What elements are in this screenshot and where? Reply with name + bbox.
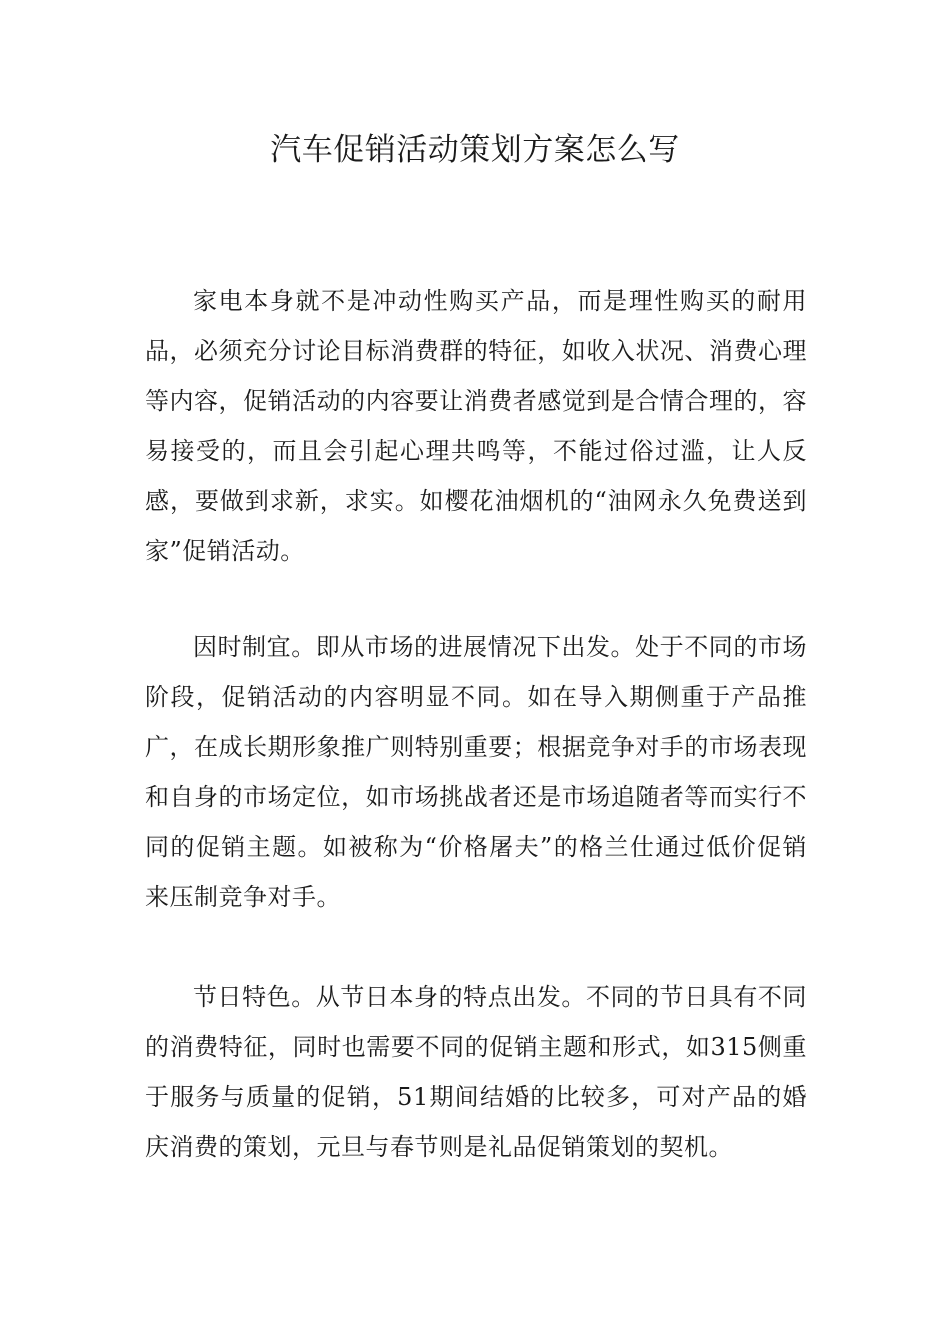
paragraph-holiday-features: 节日特色。从节日本身的特点出发。不同的节日具有不同的消费特征，同时也需要不同的促销主题和形式，如315侧重于服务与质量的促销，51期间结婚的比较多，可对产品的婚庆消费的策划，元旦与春节则是礼品促销策划的契机。 (145, 983, 807, 1161)
paragraph-market-timing: 因时制宜。即从市场的进展情况下出发。处于不同的市场阶段，促销活动的内容明显不同。如在导入期侧重于产品推广，在成长期形象推广则特别重要；根据竞争对手的市场表现和自身的市场定位，如市场挑战者还是市场追随者等而实行不同的促销主题。如被称为“价格屠夫”的格兰仕通过低价促销来压制竞争对手。 (145, 633, 807, 911)
document-title: 汽车促销活动策划方案怎么写 (270, 132, 680, 168)
paragraph-consumer-analysis: 家电本身就不是冲动性购买产品，而是理性购买的耐用品，必须充分讨论目标消费群的特征，如收入状况、消费心理等内容，促销活动的内容要让消费者感觉到是合情合理的，容易接受的，而且会引起心理共鸣等，不能过俗过滥，让人反感，要做到求新，求实。如樱花油烟机的“油网永久免费送到家”促销活动。 (145, 287, 807, 565)
